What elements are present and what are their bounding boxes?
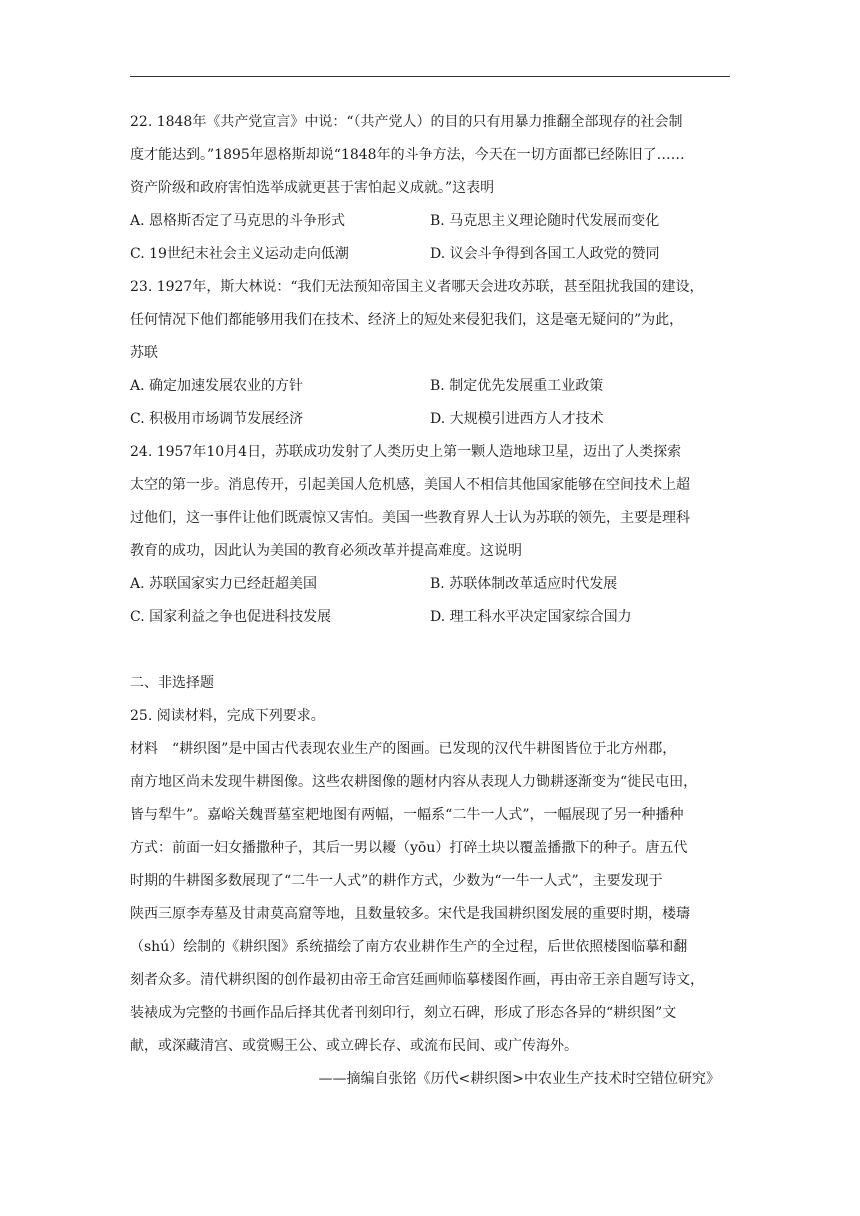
option-a[interactable]: A. 确定加速发展农业的方针 — [130, 378, 304, 394]
option-a[interactable]: A. 恩格斯否定了马克思的斗争形式 — [130, 213, 346, 229]
question-22-line-3: 资产阶级和政府害怕选举成就更甚于害怕起义成就。”这表明 — [130, 180, 495, 196]
question-24 — [130, 436, 734, 634]
option-b[interactable]: B. 马克思主义理论随时代发展而变化 — [430, 213, 660, 229]
material-line: 时期的牛耕图多数展现了“二牛一人式”的耕作方式，少数为“一牛一人式”，主要发现于 — [130, 873, 663, 889]
question-23-line-1: 23. 1927年，斯大林说：“我们无法预知帝国主义者哪天会进攻苏联，甚至阻扰我国的建设， — [130, 279, 704, 295]
material-line: 刻者众多。清代耕织图的创作最初由帝王命宫廷画师临摹楼图作画，再由帝王亲自题写诗文， — [130, 972, 704, 988]
question-23-options-row-1 — [130, 370, 734, 403]
question-24-line-2: 太空的第一步。消息传开，引起美国人危机感，美国人不相信其他国家能够在空间技术上超 — [130, 477, 690, 493]
question-24-line-3: 过他们，这一事件让他们既震惊又害怕。美国一些教育界人士认为苏联的领先，主要是理科 — [130, 510, 690, 526]
material-passage — [130, 733, 734, 1063]
question-23-line-3: 苏联 — [130, 345, 158, 361]
option-c[interactable]: C. 积极用市场调节发展经济 — [130, 411, 304, 427]
option-c[interactable]: C. 19世纪末社会主义运动走向低潮 — [130, 246, 349, 262]
material-line: 献，或深藏清宫、或赏赐王公、或立碑长存、或流布民间、或广传海外。 — [130, 1038, 578, 1054]
option-b[interactable]: B. 制定优先发展重工业政策 — [430, 378, 604, 394]
question-22-line-2: 度才能达到。”1895年恩格斯却说“1848年的斗争方法，今天在一切方面都已经陈旧了…… — [130, 147, 685, 163]
option-d[interactable]: D. 议会斗争得到各国工人政党的赞同 — [430, 246, 660, 262]
option-c[interactable]: C. 国家利益之争也促进科技发展 — [130, 609, 332, 625]
question-24-options-row-2 — [130, 601, 734, 634]
section-spacer — [130, 634, 734, 667]
question-24-options-row-1 — [130, 568, 734, 601]
question-23-line-2: 任何情况下他们都能够用我们在技术、经济上的短处来侵犯我们，这是毫无疑问的”为此， — [130, 312, 684, 328]
section-heading: 二、非选择题 — [130, 675, 214, 691]
question-24-line-4: 教育的成功，因此认为美国的教育必须改革并提高难度。这说明 — [130, 543, 522, 559]
source-citation: ——摘编自张铭《历代<耕织图>中农业生产技术时空错位研究》 — [318, 1071, 720, 1087]
question-23-options-row-2 — [130, 403, 734, 436]
question-22-options-row-1 — [130, 205, 734, 238]
material-line: 陕西三原李寿墓及甘肃莫高窟等地，且数量较多。宋代是我国耕织图发展的重要时期，楼璹 — [130, 906, 690, 922]
header-rule — [130, 76, 730, 77]
question-22-options-row-2 — [130, 238, 734, 271]
question-22-line-1: 22. 1848年《共产党宣言》中说：“（共产党人）的目的只有用暴力推翻全部现存的社会制 — [130, 114, 683, 130]
option-d[interactable]: D. 大规模引进西方人才技术 — [430, 411, 604, 427]
question-23 — [130, 271, 734, 436]
material-line: 装裱成为完整的书画作品后择其优者刊刻印行，刻立石碑，形成了形态各异的“耕织图”文 — [130, 1005, 677, 1021]
document-body — [130, 106, 734, 1096]
material-line: 皆与犁牛”。嘉峪关魏晋墓室耙地图有两幅，一幅系“二牛一人式”，一幅展现了另一种播种 — [130, 807, 684, 823]
material-line: （shú）绘制的《耕织图》系统描绘了南方农业耕作生产的全过程，后世依照楼图临摹和翻 — [130, 939, 688, 955]
option-b[interactable]: B. 苏联体制改革适应时代发展 — [430, 576, 618, 592]
option-a[interactable]: A. 苏联国家实力已经赶超美国 — [130, 576, 318, 592]
question-24-line-1: 24. 1957年10月4日，苏联成功发射了人类历史上第一颗人造地球卫星，迈出了人类探索 — [130, 444, 682, 460]
question-25-stem: 25. 阅读材料，完成下列要求。 — [130, 708, 325, 724]
material-line: 材料 “耕织图”是中国古代表现农业生产的图画。已发现的汉代牛耕图皆位于北方州郡， — [130, 741, 677, 757]
option-d[interactable]: D. 理工科水平决定国家综合国力 — [430, 609, 632, 625]
material-line: 南方地区尚未发现牛耕图像。这些农耕图像的题材内容从表现人力锄耕逐渐变为“徙民屯田， — [130, 774, 698, 790]
material-line: 方式：前面一妇女播撒种子，其后一男以耰（yōu）打碎土块以覆盖播撒下的种子。唐五代 — [130, 840, 688, 856]
question-22 — [130, 106, 734, 271]
